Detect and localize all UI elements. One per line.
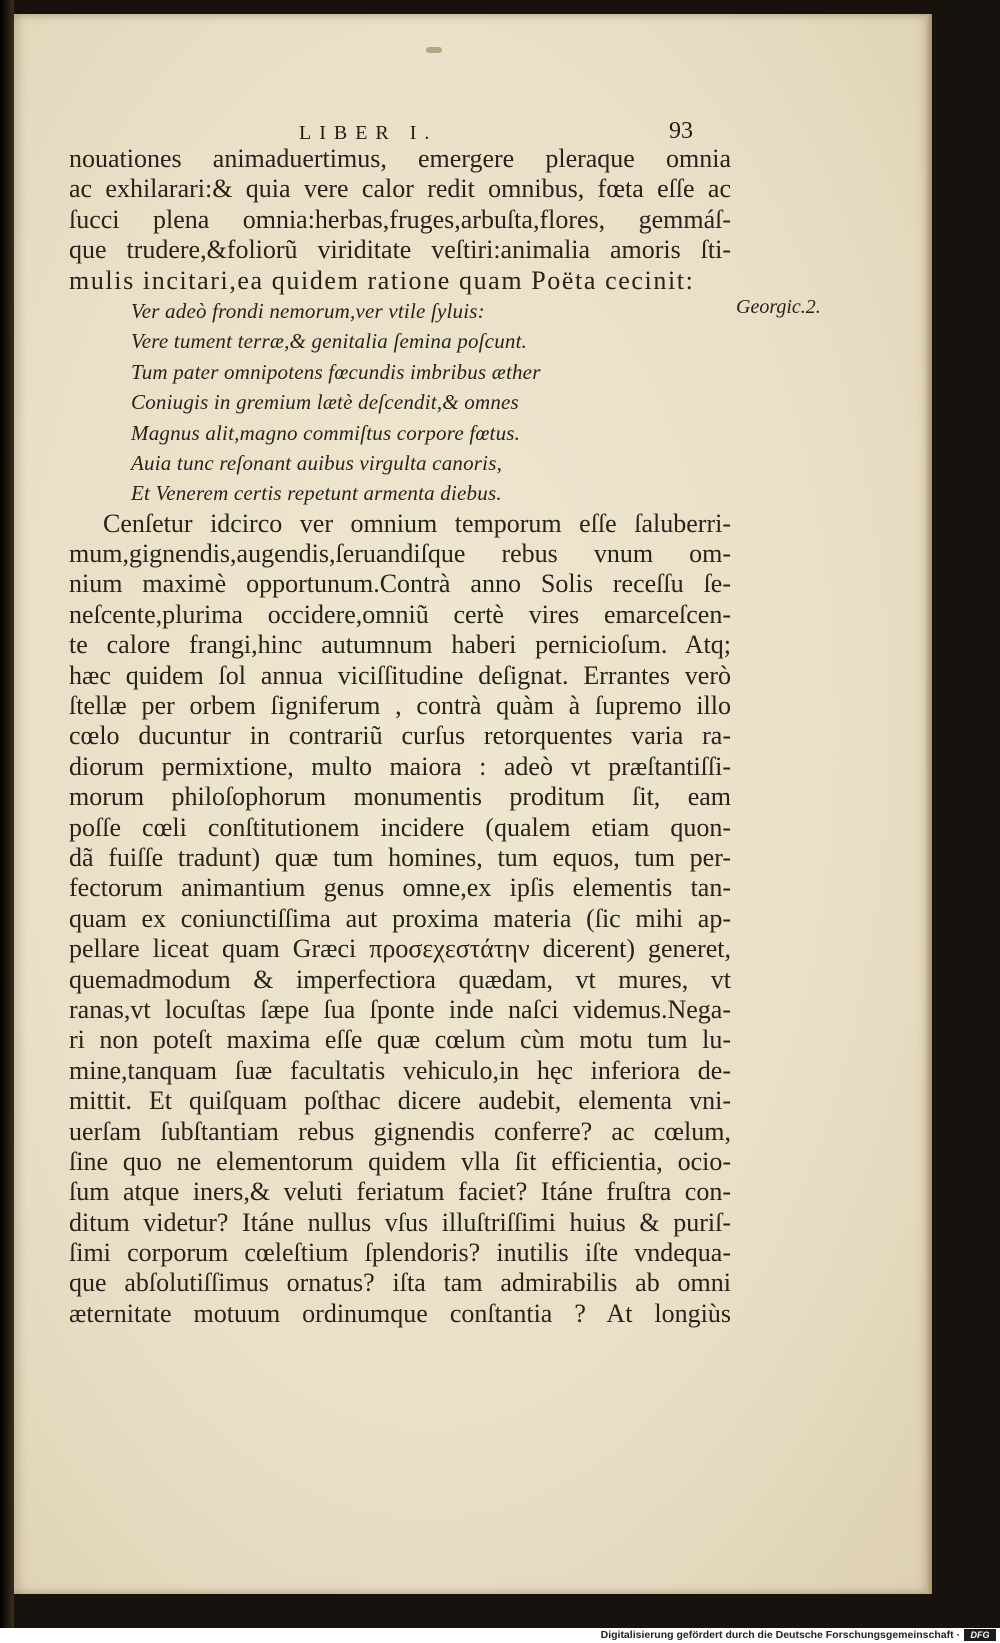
- margin-note: Georgic.2.: [736, 296, 821, 318]
- verse-line: Auia tunc reſonant auibus virgulta canoris,: [131, 450, 503, 475]
- text-block: [69, 144, 731, 1329]
- dfg-logo: DFG: [964, 1629, 996, 1641]
- text-line: dã fuiſſe tradunt) quæ tum homines, tum equos, tum per-: [69, 842, 731, 872]
- text-line: ac exhilarari:& quia vere calor redit omnibus, fœta eſſe ac: [69, 174, 731, 204]
- text-line: que abſolutiſſimus ornatus? iſta tam admirabilis ab omni: [69, 1268, 731, 1298]
- paper-blemish: [426, 47, 442, 53]
- text-line: neſcente,plurima occidere,omniũ certè vires emarceſcen-: [69, 599, 731, 629]
- running-head: LIBER I.: [299, 122, 438, 144]
- page-edge: [926, 14, 932, 1594]
- text-line: Cenſetur idcirco ver omnium temporum eſſe ſaluberri-: [103, 508, 731, 538]
- verse-line: Magnus alit,magno commiſtus corpore fœtus.: [131, 420, 521, 445]
- book-edge: [0, 0, 14, 1628]
- page-number: 93: [669, 118, 693, 144]
- text-line: poſſe cœli conſtitutionem incidere (qualem etiam quon-: [69, 812, 731, 842]
- text-line: mine,tanquam ſuæ facultatis vehiculo,in hęc inferiora de-: [69, 1055, 731, 1085]
- text-line: te calore frangi,hinc autumnum haberi pernicioſum. Atq;: [69, 630, 731, 660]
- verse-line: Vere tument terræ,& genitalia ſemina poſcunt.: [131, 329, 528, 354]
- book-page: [14, 14, 932, 1594]
- text-line: uerſam ſubſtantiam rebus gignendis conferre? ac cœlum,: [69, 1116, 731, 1146]
- footer-credit: Digitalisierung gefördert durch die Deutsche Forschungsgemeinschaft ·: [600, 1629, 960, 1641]
- text-line: quam ex coniunctiſſima aut proxima materia (ſic mihi ap-: [69, 903, 731, 933]
- text-line: nium maximè opportunum.Contrà anno Solis receſſu ſe-: [69, 569, 731, 599]
- text-line: ditum videtur? Itáne nullus vſus illuſtriſſimi huius & puriſ-: [69, 1207, 731, 1237]
- text-line: ri non poteſt maxima eſſe quæ cœlum cùm motu tum lu-: [69, 1025, 731, 1055]
- text-line: fectorum animantium genus omne,ex ipſis elementis tan-: [69, 873, 731, 903]
- text-line: æternitate motuum ordinumque conſtantia ? At longiùs: [69, 1298, 731, 1328]
- text-line: ranas,vt locuſtas ſæpe ſua ſponte inde naſci videmus.Nega-: [69, 994, 731, 1024]
- text-line: hæc quidem ſol annua viciſſitudine deſignat. Errantes verò: [69, 660, 731, 690]
- text-line: mulis incitari,ea quidem ratione quam Poëta cecinit:: [69, 265, 695, 295]
- text-line: ſine quo ne elementorum quidem vlla ſit efficientia, ocio-: [69, 1146, 731, 1176]
- text-line: ſum atque iners,& veluti feriatum faciet? Itáne fruſtra con-: [69, 1177, 731, 1207]
- text-line: pellare liceat quam Græci προσεχεστάτην dicerent) generet,: [69, 934, 731, 964]
- verse-line: Coniugis in gremium lætè deſcendit,& omnes: [131, 390, 519, 415]
- text-line: ſtellæ per orbem ſigniferum , contrà quàm à ſupremo illo: [69, 691, 731, 721]
- verse-line: Tum pater omnipotens fœcundis imbribus æther: [131, 359, 541, 384]
- text-line: cœlo ducuntur in contrariũ curſus retorquentes varia ra-: [69, 721, 731, 751]
- text-line: morum philoſophorum monumentis proditum ſit, eam: [69, 782, 731, 812]
- verse-line: Ver adeò frondi nemorum,ver vtile ſyluis:: [131, 298, 485, 323]
- text-line: ſimi corporum cœleſtium ſplendoris? inutilis iſte vndequa-: [69, 1238, 731, 1268]
- text-line: nouationes animaduertimus, emergere pleraque omnia: [69, 144, 731, 173]
- text-line: que trudere,&foliorũ viriditate veſtiri:animalia amoris ſti-: [69, 235, 731, 265]
- text-line: mum,gignendis,augendis,ſeruandiſque rebus vnum om-: [69, 539, 731, 569]
- verse-line: Et Venerem certis repetunt armenta diebus.: [131, 481, 502, 506]
- text-line: quemadmodum & imperfectiora quædam, vt mures, vt: [69, 964, 731, 994]
- text-line: ſucci plena omnia:herbas,fruges,arbuſta,flores, gemmáſ-: [69, 204, 731, 234]
- text-line: mittit. Et quiſquam poſthac dicere audebit, elementa vni-: [69, 1086, 731, 1116]
- text-line: diorum permixtione, multo maiora : adeò vt præſtantiſſi-: [69, 751, 731, 781]
